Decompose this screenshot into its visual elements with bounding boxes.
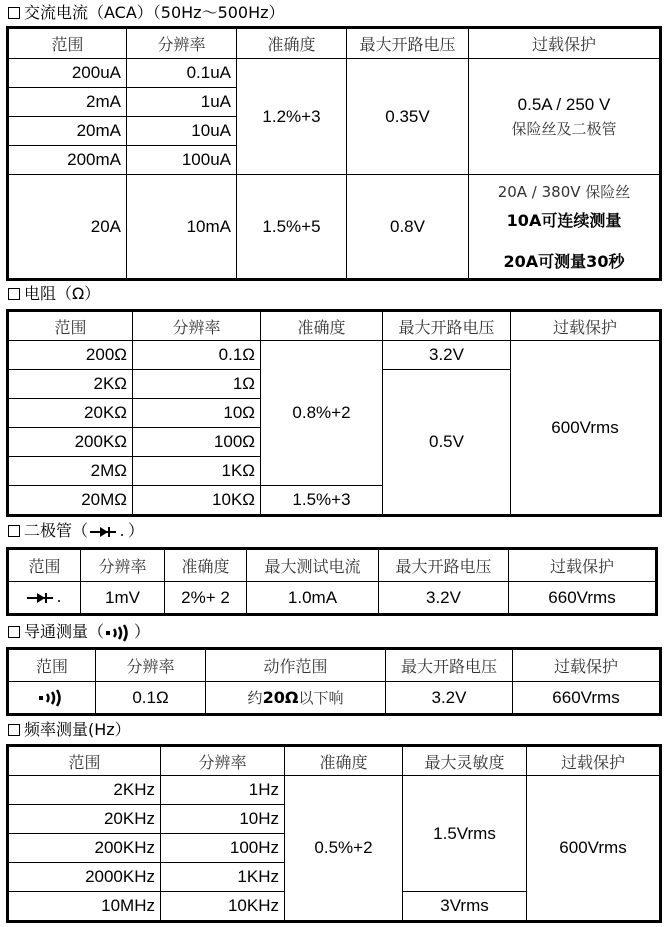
section-title-aca: 交流电流（ACA）（50Hz～500Hz） [8, 2, 285, 24]
section-title-frequency: 频率测量(Hz） [8, 719, 131, 741]
table-row: 2000KHz 1KHz [9, 863, 660, 892]
diode-icon [25, 591, 65, 605]
table-row: 0.1Ω 约20Ω以下响 3.2V 660Vrms [9, 682, 660, 714]
table-row: 2KΩ 1Ω 0.5V [9, 370, 660, 399]
checkbox-icon [8, 288, 20, 300]
section-title-resistance: 电阻（Ω） [8, 283, 100, 305]
frequency-table [8, 746, 660, 921]
buzzer-icon [37, 689, 67, 707]
table-row: 2mA 1uA [9, 88, 660, 117]
table-header-row: 范围 分辨率 准确度 最大灵敏度 过载保护 [9, 747, 660, 776]
section-title-diode: 二极管（ ） [8, 520, 144, 542]
table-row: 20MΩ 10KΩ 1.5%+3 [9, 486, 660, 515]
table-row: 200KHz 100Hz [9, 834, 660, 863]
table-header-row: 范围 分辨率 准确度 最大测试电流 最大开路电压 过载保护 [9, 550, 656, 582]
continuity-table [8, 649, 660, 714]
checkbox-icon [8, 7, 20, 19]
checkbox-icon [8, 724, 20, 736]
table-row: 20KΩ 10Ω [9, 399, 660, 428]
diode-table [8, 549, 656, 614]
aca-table [8, 28, 660, 279]
table-row: 1mV 2%+ 2 1.0mA 3.2V 660Vrms [9, 582, 656, 614]
table-header-row: 范围 分辨率 准确度 最大开路电压 过载保护 [9, 29, 660, 59]
table-row: 20mA 10uA [9, 117, 660, 146]
table-row: 200uA 0.1uA 1.2%+3 0.35V 0.5A / 250 V 保险丝及二极管 [9, 59, 660, 88]
section-title-continuity: 导通测量（ ） [8, 621, 150, 643]
table-header-row: 范围 分辨率 动作范围 最大开路电压 过载保护 [9, 650, 660, 682]
table-row: 10MHz 10KHz 3Vrms [9, 892, 660, 921]
table-row: 200KΩ 100Ω [9, 428, 660, 457]
table-row: 200mA 100uA [9, 146, 660, 175]
table-row: 200Ω 0.1Ω 0.8%+2 3.2V 600Vrms [9, 341, 660, 370]
table-row: 20A 10mA 1.5%+5 0.8V 20A / 380V 保险丝 10A可连续测量 20A可测量30秒 [9, 175, 660, 279]
checkbox-icon [8, 525, 20, 537]
table-row: 20KHz 10Hz [9, 805, 660, 834]
buzzer-icon [104, 624, 134, 642]
table-row: 2MΩ 1KΩ [9, 457, 660, 486]
table-row: 2KHz 1Hz 0.5%+2 1.5Vrms 600Vrms [9, 776, 660, 805]
diode-icon [88, 525, 128, 539]
resistance-table [8, 311, 660, 515]
table-header-row: 范围 分辨率 准确度 最大开路电压 过载保护 [9, 312, 660, 341]
checkbox-icon [8, 626, 20, 638]
